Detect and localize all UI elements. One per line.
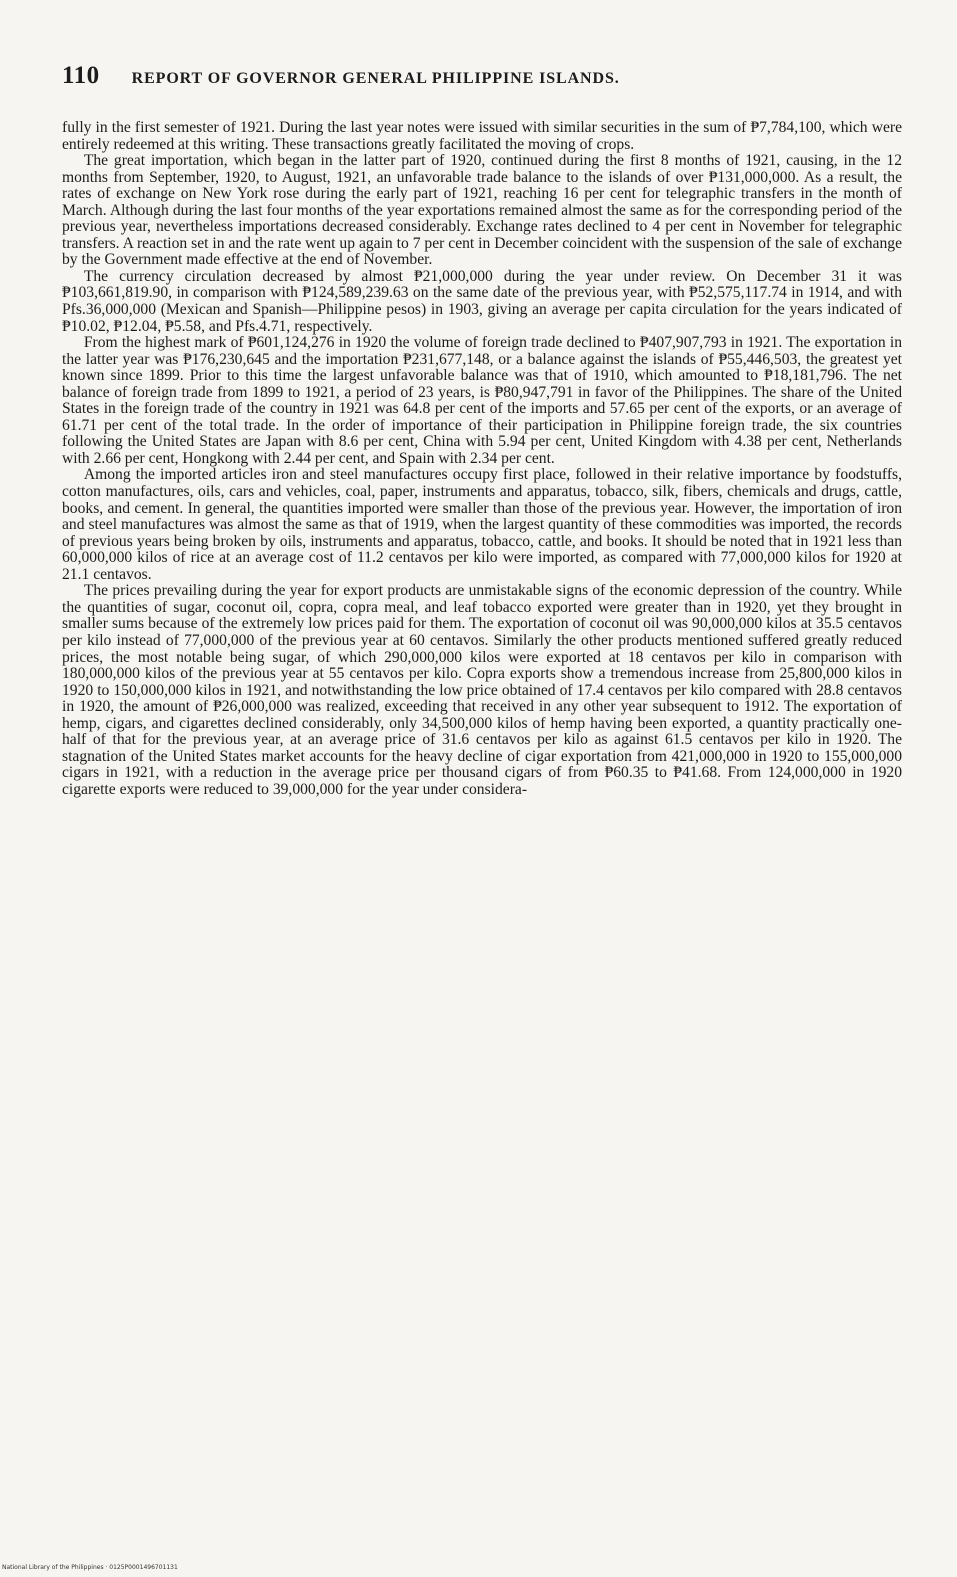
paragraph-continuation: fully in the first semester of 1921. During the last year notes were issued with similar securities in the sum of ₱7,784,100, which were entirely redeemed at this writing. These transactions greatly facilitated the moving of crops. xyxy=(62,119,902,153)
scan-credit: National Library of the Philippines · 0125P0001496701131 xyxy=(2,1564,178,1571)
paragraph-importation: The great importation, which began in the latter part of 1920, continued during the first 8 months of 1921, causing, in the 12 months from September, 1920, to August, 1921, an unfavorable trade balance to the islands of over ₱131,000,000. As a result, the rates of exchange on New York rose during the early part of 1921, reaching 16 per cent for telegraphic transfers in the month of March. Although during the last four months of the year exportations remained almost the same as for the corresponding period of the previous year, nevertheless importations decreased considerably. Exchange rates declined to 4 per cent in November for telegraphic transfers. A reaction set in and the rate went up again to 7 per cent in December coincident with the suspension of the sale of exchange by the Government made effective at the end of November. xyxy=(62,152,902,269)
body-text xyxy=(62,120,902,798)
running-title: REPORT OF GOVERNOR GENERAL PHILIPPINE ISLANDS. xyxy=(131,70,620,87)
paragraph-currency: The currency circulation decreased by almost ₱21,000,000 during the year under review. On December 31 it was ₱103,661,819.90, in comparison with ₱124,589,239.63 on the same date of the previous year, with ₱52,575,117.74 in 1914, and with Pfs.36,000,000 (Mexican and Spanish—Philippine pesos) in 1903, giving an average per capita circulation for the years indicated of ₱10.02, ₱12.04, ₱5.58, and Pfs.4.71, respectively. xyxy=(62,267,902,335)
paragraph-imported-articles: Among the imported articles iron and steel manufactures occupy first place, followed in their relative importance by foodstuffs, cotton manufactures, oils, cars and vehicles, coal, paper, instruments and apparatus, tobacco, silk, fibers, chemicals and drugs, cattle, books, and cement. In general, the quantities imported were smaller than those of the previous year. However, the importation of iron and steel manufactures was almost the same as that of 1919, when the largest quantity of these commodities was imported, the records of previous years being broken by oils, instruments and apparatus, tobacco, cattle, and books. It should be noted that in 1921 less than 60,000,000 kilos of rice at an average cost of 11.2 centavos per kilo were imported, as compared with 77,000,000 kilos for 1920 at 21.1 centavos. xyxy=(62,466,902,583)
page-number: 110 xyxy=(62,62,100,89)
page-header xyxy=(62,62,902,102)
paragraph-foreign-trade: From the highest mark of ₱601,124,276 in 1920 the volume of foreign trade declined to ₱407,907,793 in 1921. The exportation in the latter year was ₱176,230,645 and the importation ₱231,677,148, or a balance against the islands of ₱55,446,503, the greatest yet known since 1899. Prior to this time the largest unfavorable balance was that of 1910, which amounted to ₱18,181,796. The net balance of foreign trade from 1899 to 1921, a period of 23 years, is ₱80,947,791 in favor of the Philippines. The share of the United States in the foreign trade of the country in 1921 was 64.8 per cent of the imports and 57.65 per cent of the exports, or an average of 61.71 per cent of the total trade. In the order of importance of their participation in Philippine foreign trade, the six countries following the United States are Japan with 8.6 per cent, China with 5.94 per cent, United Kingdom with 4.38 per cent, Netherlands with 2.66 per cent, Hongkong with 2.44 per cent, and Spain with 2.34 per cent. xyxy=(62,334,902,467)
document-page xyxy=(62,62,902,798)
paragraph-export-prices: The prices prevailing during the year for export products are unmistakable signs of the economic depression of the country. While the quantities of sugar, coconut oil, copra, copra meal, and leaf tobacco exported were greater than in 1920, yet they brought in smaller sums because of the extremely low prices paid for them. The exportation of coconut oil was 90,000,000 kilos at 35.5 centavos per kilo instead of 77,000,000 of the previous year at 60 centavos. Similarly the other products mentioned suffered greatly reduced prices, the most notable being sugar, of which 290,000,000 kilos were exported at 18 centavos per kilo in comparison with 180,000,000 kilos of the previous year at 55 centavos per kilo. Copra exports show a tremendous increase from 25,800,000 kilos in 1920 to 150,000,000 kilos in 1921, and notwithstanding the low price obtained of 17.4 centavos per kilo compared with 28.8 centavos in 1920, the amount of ₱26,000,000 was realized, exceeding that received in any other year subsequent to 1912. The exportation of hemp, cigars, and cigarettes declined considerably, only 34,500,000 kilos of hemp having been exported, a quantity practically one-half of that for the previous year, at an average price of 31.6 centavos per kilo as against 61.5 centavos per kilo in 1920. The stagnation of the United States market accounts for the heavy decline of cigar exportation from 421,000,000 in 1920 to 155,000,000 cigars in 1921, with a reduction in the average price per thousand cigars of from ₱60.35 to ₱41.68. From 124,000,000 in 1920 cigarette exports were reduced to 39,000,000 for the year under considera- xyxy=(62,582,902,798)
